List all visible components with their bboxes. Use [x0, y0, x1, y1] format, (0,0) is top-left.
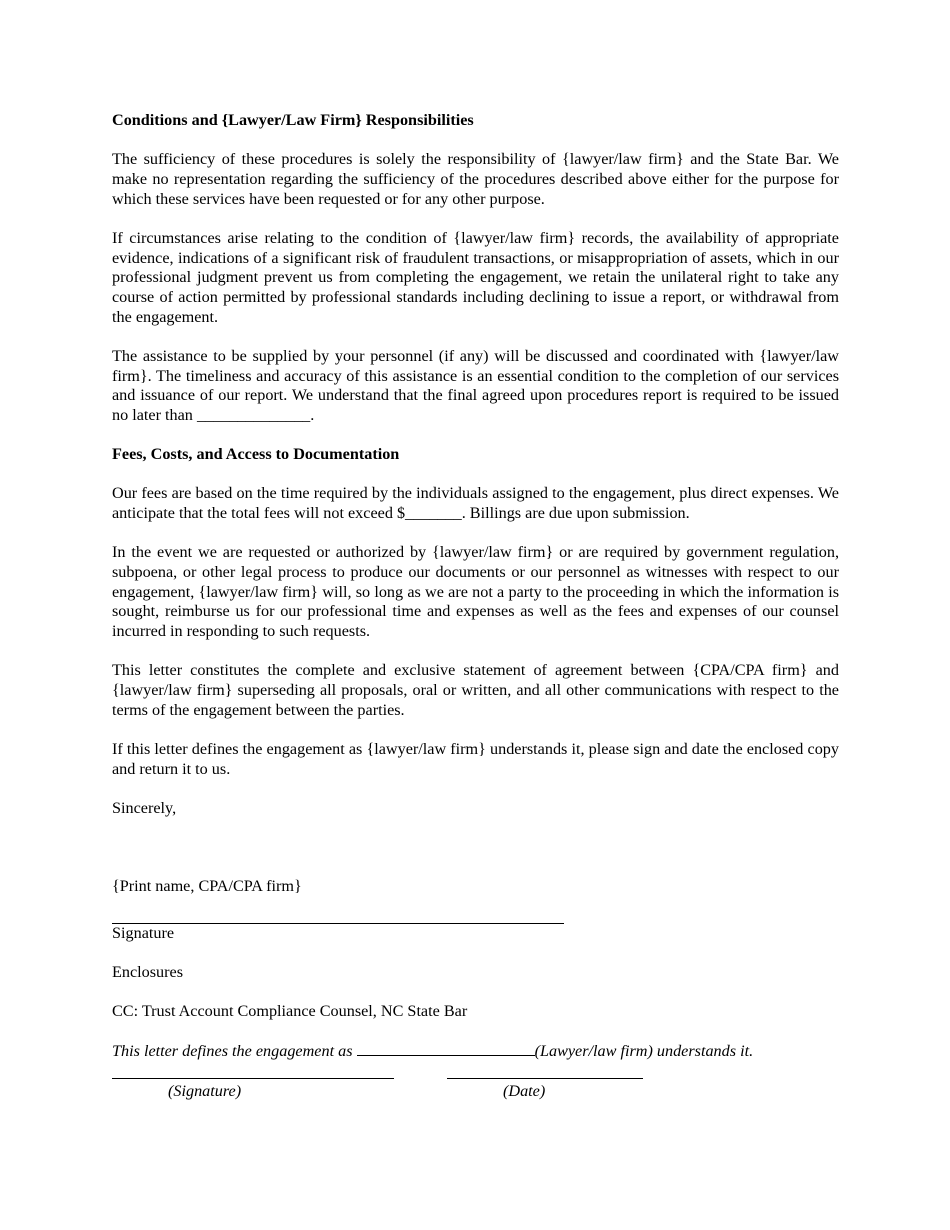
acknowledgment-signature-rule[interactable] [112, 1078, 394, 1079]
fees-paragraph: This letter constitutes the complete and exclusive statement of agreement between {CPA/CPA firm} and {lawyer/law firm} superseding all proposals, oral or written, and all other communications with respect to the terms of the engagement between the parties. [112, 661, 839, 719]
acknowledgment-line [112, 1041, 839, 1062]
fees-heading: Fees, Costs, and Access to Documentation [112, 445, 400, 464]
lawyer-name-blank[interactable] [357, 1041, 535, 1056]
fees-paragraph: If this letter defines the engagement as {lawyer/law firm} understands it, please sign and date the enclosed copy and return it to us. [112, 739, 839, 778]
date-caption: (Date) [503, 1082, 546, 1100]
conditions-paragraph: The sufficiency of these procedures is solely the responsibility of {lawyer/law firm} and the State Bar. We make no representation regarding the sufficiency of the procedures described above either for the purpose for which these services have been requested or for any other purpose. [112, 150, 839, 208]
acknowledgment-date-rule[interactable] [447, 1078, 643, 1079]
cc-line: CC: Trust Account Compliance Counsel, NC State Bar [112, 1002, 468, 1021]
enclosures-label: Enclosures [112, 962, 184, 981]
print-name-line: {Print name, CPA/CPA firm} [112, 876, 302, 895]
conditions-paragraph: If circumstances arise relating to the condition of {lawyer/law firm} records, the availability of appropriate evidence, indications of a significant risk of fraudulent transactions, or misappropriation of assets, which in our professional judgment prevent us from completing the engagement, we retain the unilateral right to take any course of action permitted by professional standards including declining to issue a report, or withdrawal from the engagement. [112, 228, 839, 326]
acknowledgment-suffix: (Lawyer/law firm) understands it. [534, 1042, 754, 1061]
signature-rule [112, 897, 564, 924]
fees-paragraph: In the event we are requested or authorized by {lawyer/law firm} or are required by government regulation, subpoena, or other legal process to produce our documents or our personnel as witnesses with respect to our engagement, {lawyer/law firm} will, so long as we are not a party to the proceeding in which the information is sought, reimburse us for our professional time and expenses as well as the fees and expenses of our counsel incurred in responding to such requests. [112, 543, 839, 641]
conditions-heading: Conditions and {Lawyer/Law Firm} Responsibilities [112, 111, 474, 129]
fees-paragraph: Our fees are based on the time required by the individuals assigned to the engagement, plus direct expenses. We anticipate that the total fees will not exceed $_______. Billings are due upon submission. [112, 484, 839, 523]
letter-page [112, 111, 839, 1118]
conditions-paragraph: The assistance to be supplied by your personnel (if any) will be discussed and coordinated with {lawyer/law firm}. The timeliness and accuracy of this assistance is an essential condition to the completion of our services and issuance of our report. We understand that the final agreed upon procedures report is required to be issued no later than ______________. [112, 346, 839, 424]
acknowledgment-signature-row [112, 1072, 839, 1118]
signature-space [112, 838, 839, 877]
signature-label: Signature [112, 923, 175, 942]
salutation: Sincerely, [112, 798, 177, 817]
signature-caption: (Signature) [168, 1082, 242, 1100]
acknowledgment-prefix: This letter defines the engagement as [112, 1042, 357, 1061]
